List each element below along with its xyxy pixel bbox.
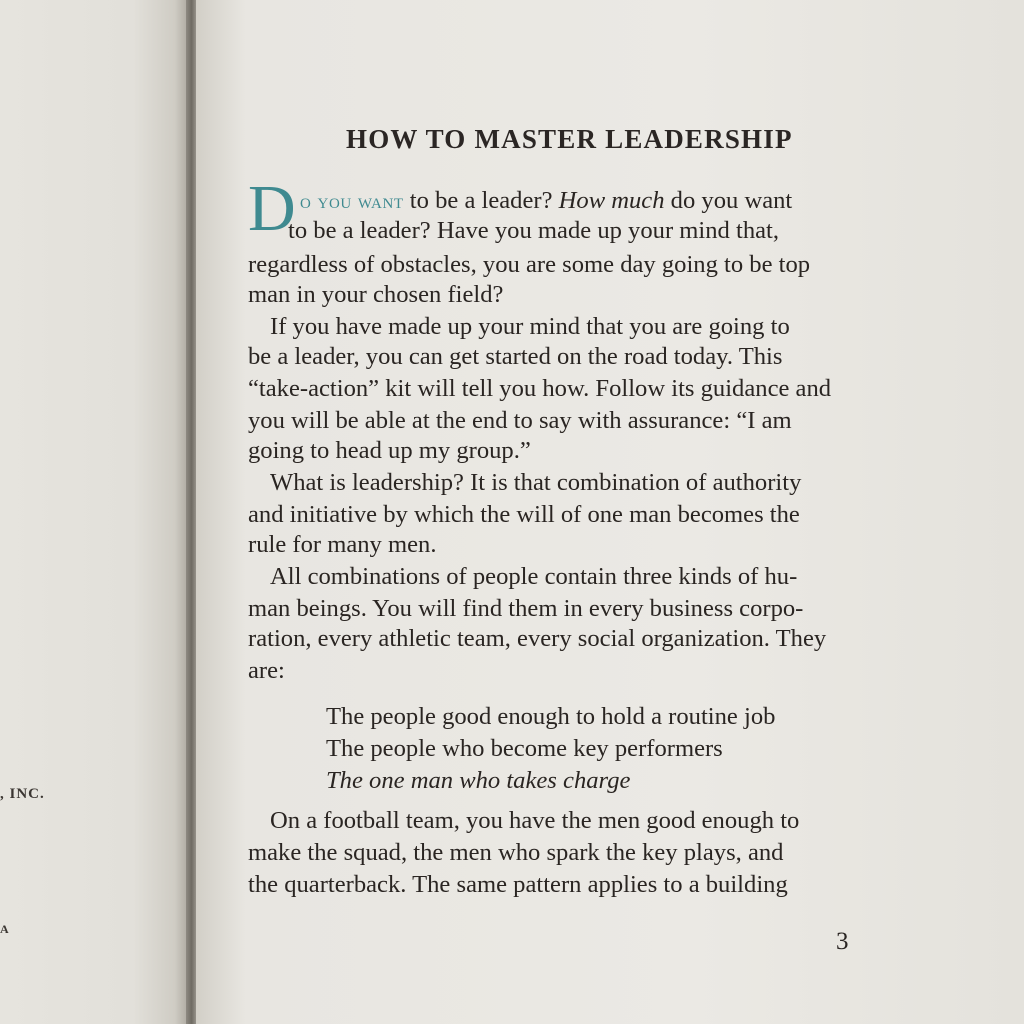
list-item: The one man who takes charge xyxy=(326,767,631,794)
paragraph-3-line: What is leadership? It is that combination of authority xyxy=(270,469,802,496)
paragraph-2-line: “take-action” kit will tell you how. Follow its guidance and xyxy=(248,375,832,402)
lead-small-caps: o you want xyxy=(300,188,404,213)
paragraph-5-line: On a football team, you have the men good enough to xyxy=(270,807,800,834)
paragraph-2-line: you will be able at the end to say with assurance: “I am xyxy=(248,407,792,434)
paragraph-4-line: All combinations of people contain three kinds of hu- xyxy=(270,563,798,590)
list-item: The people good enough to hold a routine job xyxy=(326,703,776,730)
left-page-letter-fragment: A xyxy=(0,922,10,936)
paragraph-1-line: regardless of obstacles, you are some day going to be top xyxy=(248,251,811,278)
paragraph-2-line: If you have made up your mind that you are going to xyxy=(270,313,790,340)
p1-line1-text: to be a leader? xyxy=(403,187,559,214)
paragraph-2-line: be a leader, you can get started on the road today. This xyxy=(248,343,783,370)
left-page-publisher-fragment: , INC. xyxy=(0,786,45,802)
paragraph-1-line-1 xyxy=(300,186,960,217)
paragraph-1-line: to be a leader? Have you made up your mind that, xyxy=(288,217,780,244)
paragraph-4-line: are: xyxy=(248,657,285,684)
paragraph-5-line: the quarterback. The same pattern applies to a building xyxy=(248,871,788,898)
paragraph-4-line: man beings. You will find them in every business corpo- xyxy=(248,595,804,622)
paragraph-3-line: and initiative by which the will of one man becomes the xyxy=(248,501,800,528)
paragraph-5-line: make the squad, the men who spark the key plays, and xyxy=(248,839,784,866)
p1-line1-italic: How much xyxy=(558,187,665,214)
left-page xyxy=(0,0,190,1024)
page-number: 3 xyxy=(836,928,849,955)
p1-line1-end: do you want xyxy=(664,187,793,214)
chapter-title: HOW TO MASTER LEADERSHIP xyxy=(346,124,793,154)
paragraph-4-line: ration, every athletic team, every social organization. They xyxy=(248,625,827,652)
paragraph-1-line: man in your chosen field? xyxy=(248,281,504,308)
drop-cap: D xyxy=(248,172,296,245)
list-item: The people who become key performers xyxy=(326,735,723,762)
paragraph-3-line: rule for many men. xyxy=(248,531,437,558)
paragraph-2-line: going to head up my group.” xyxy=(248,437,531,464)
